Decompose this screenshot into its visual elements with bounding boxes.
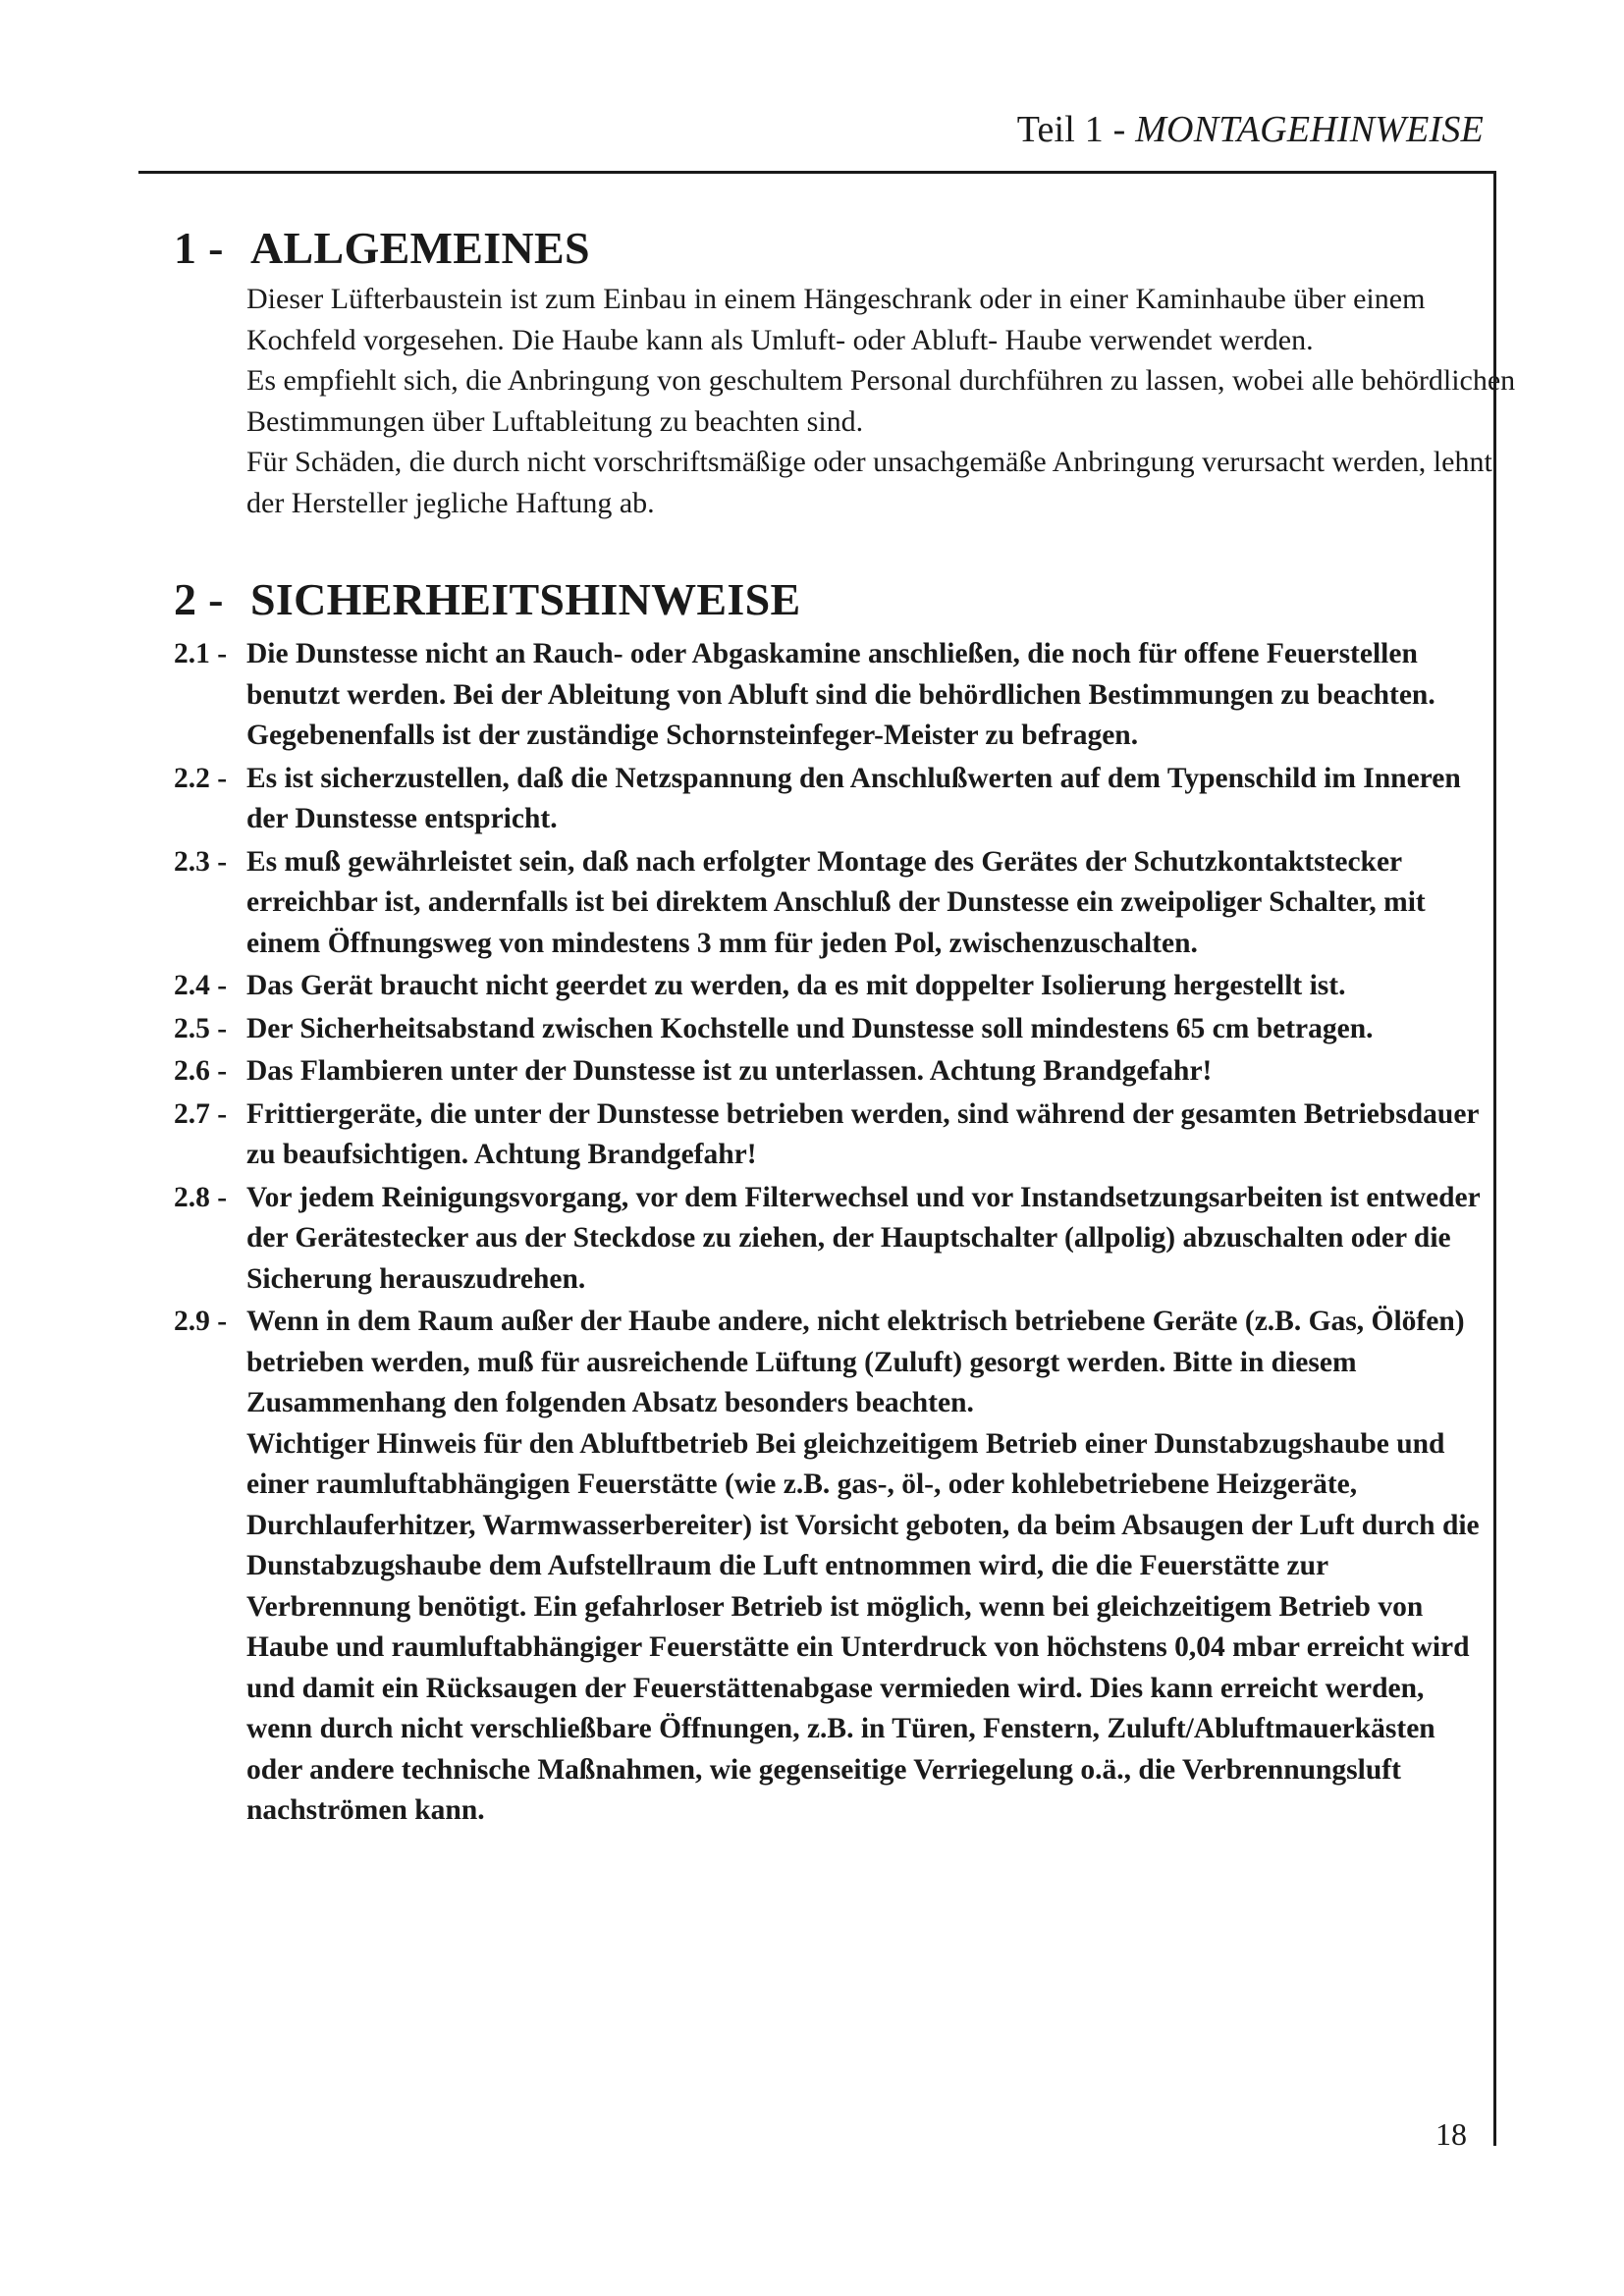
item-text: Das Flambieren unter der Dunstesse ist zu unterlassen. Achtung Brandgefahr! [246,1055,1213,1087]
paragraph: Es empfiehlt sich, die Anbringung von geschultem Personal durchführen zu lassen, wobei alle behördlichen Bestimmungen über Luftableitung zu beachten sind. [246,364,1516,438]
item-text: Der Sicherheitsabstand zwischen Kochstelle und Dunstesse soll mindestens 65 cm betragen. [246,1012,1374,1044]
item-number: 2.9 - [174,1306,228,1337]
item-number: 2.2 - [174,762,228,794]
paragraph: Dieser Lüfterbaustein ist zum Einbau in einem Hängeschrank oder in einer Kaminhaube über einem Kochfeld vorgesehen. Die Haube kann als Umluft- oder Abluft- Haube verwendet werden. [246,283,1426,356]
page-number: 18 [1435,2116,1467,2152]
item-text: Das Gerät braucht nicht geerdet zu werden, da es mit doppelter Isolierung hergestellt ist. [246,970,1346,1001]
list-item [174,966,1489,1007]
list-item [174,842,1489,965]
section-1-body [246,279,1533,523]
section-2-title: SICHERHEITSHINWEISE [250,574,801,624]
item-number: 2.4 - [174,970,228,1001]
list-item [174,1095,1489,1176]
page-header [1017,108,1484,151]
section-2-number: 2 - [174,574,224,624]
list-item [174,1051,1489,1093]
section-1-title: ALLGEMEINES [250,223,590,273]
item-number: 2.5 - [174,1012,228,1044]
item-text: Es ist sicherzustellen, daß die Netzspannung den Anschlußwerten auf dem Typenschild im Inneren der Dunstesse entspricht. [246,762,1461,834]
paragraph: Für Schäden, die durch nicht vorschriftsmäßige oder unsachgemäße Anbringung verursacht werden, lehnt der Hersteller jegliche Haftung ab. [246,446,1492,519]
item-text: Frittiergeräte, die unter der Dunstesse betrieben werden, sind während der gesamten Betriebsdauer zu beaufsichtigen. Achtung Brandgefahr! [246,1097,1479,1170]
section-2-heading [174,573,800,625]
section-1-number: 1 - [174,223,224,273]
list-item [174,1302,1489,1832]
header-section-title: MONTAGEHINWEISE [1135,109,1484,150]
header-part-label: Teil 1 - [1016,109,1136,150]
item-number: 2.7 - [174,1097,228,1130]
section-1-heading [174,222,590,274]
list-item [174,759,1489,840]
item-text: Es muß gewährleistet sein, daß nach erfolgter Montage des Gerätes der Schutzkontaktstecker erreichbar ist, andernfalls ist bei direktem Anschluß der Dunstesse ein zweipoliger Schalter, mit einem Öffnungsweg von mindestens 3 mm für jeden Pol, zwischenzuschalten. [246,845,1426,959]
item-text: Die Dunstesse nicht an Rauch- oder Abgaskamine anschließen, die noch für offene Feuerstellen benutzt werden. Bei der Ableitung von Abluft sind die behördlichen Bestimmungen zu beachten. Gegebenenfalls ist der zuständige Schornsteinfeger-Meister zu befragen. [246,638,1435,751]
item-text: Vor jedem Reinigungsvorgang, vor dem Filterwechsel und vor Instandsetzungsarbeiten ist entweder der Gerätestecker aus der Steckdose zu ziehen, der Hauptschalter (allpolig) abzuschalten oder die Sicherung herauszudrehen. [246,1181,1481,1295]
safety-items-list [174,634,1489,1834]
ventilation-note: Wichtiger Hinweis für den Abluftbetrieb Bei gleichzeitigem Betrieb einer Dunstabzugshaube und einer raumluftabhängigen Feuerstätte (wie z.B. gas-, öl-, oder kohlebetriebene Heizgeräte, Durchlauferhitzer, Warmwasserbereiter) ist Vorsicht geboten, da beim Absaugen der Luft durch die Dunstabzugshaube dem Aufstellraum die Luft entnommen wird, die die Feuerstätte zur Verbrennung benötigt. Ein gefahrloser Betrieb ist möglich, wenn bei gleichzeitigem Betrieb von Haube und raumluftabhängiger Feuerstätte ein Unterdruck von höchstens 0,04 mbar erreicht wird und damit ein Rücksaugen der Feuerstättenabgase vermieden wird. Dies kann erreicht werden, wenn durch nicht verschließbare Öffnungen, z.B. in Türen, Fenstern, Zuluft/Abluftmauerkästen oder andere technische Maßnahmen, wie gegenseitige Verriegelung o.ä., die Verbrennungsluft nachströmen kann. [246,1427,1480,1826]
header-rule [138,171,1496,174]
list-item [174,1009,1489,1050]
list-item [174,1178,1489,1301]
item-number: 2.6 - [174,1055,228,1087]
item-number: 2.3 - [174,845,228,878]
list-item [174,634,1489,757]
item-number: 2.8 - [174,1181,228,1213]
item-number: 2.1 - [174,638,228,669]
item-text: Wenn in dem Raum außer der Haube andere, nicht elektrisch betriebene Geräte (z.B. Gas, Ölöfen) betrieben werden, muß für ausreichende Lüftung (Zuluft) gesorgt werden. Bitte in diesem Zusammenhang den folgenden Absatz besonders beachten. [246,1306,1465,1418]
